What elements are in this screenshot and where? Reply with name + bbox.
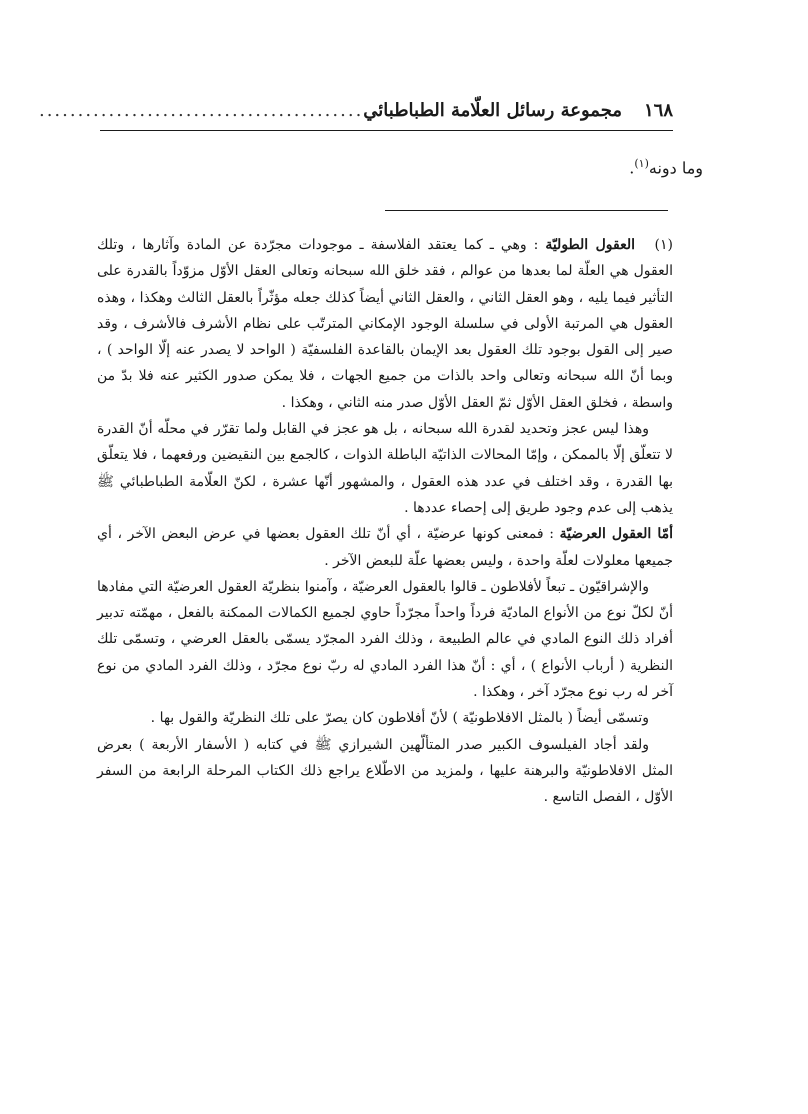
footnote-paragraph-5: وتسمّى أيضاً ( بالمثل الافلاطونيّة ) لأنّ أفلاطون كان يصرّ على تلك النظريّة والقول بها . <box>150 710 649 727</box>
footnote-text-3: : فمعنى كونها عرضيّة ، أي أنّ تلك العقول بعضها في عرض البعض الآخر ، أي جميعها معلولات لعلّة واحدة ، وليس بعضها علّة للبعض الآخر . <box>97 526 673 569</box>
footnote-paragraph-4: والإشراقيّون ـ تبعاً لأفلاطون ـ قالوا بالعقول العرضيّة ، وآمنوا بنظريّة العقول العرضيّة التي مفادها أنّ لكلّ نوع من الأنواع الماديّة فرداً واحداً مجرّداً حاوي لجميع الكمالات الممكنة بالفعل ، مهمّته تدبير أفراد ذلك النوع المادي في عالم الطبيعة ، وذلك الفرد المجرّد يسمّى بالعقل العرضي ، وتسمّى تلك النظرية ( أرباب الأنواع ) ، أي : أنّ هذا الفرد المادي له ربّ نوع مجرّد ، وذلك الفرد المادي من نوع آخر له رب نوع مجرّد آخر ، وهكذا . <box>97 578 673 701</box>
footnote-paragraph-6: ولقد أجاد الفيلسوف الكبير صدر المتألّهين الشيرازي ﷺ في كتابه ( الأسفار الأربعة ) بعرض المثل الافلاطونيّة والبرهنة عليها ، ولمزيد من الاطّلاع يراجع ذلك الكتاب المرحلة الرابعة من السفر الأوّل ، الفصل التاسع . <box>97 736 673 806</box>
main-text-line: وما دونه <box>648 158 703 178</box>
header-rule <box>100 130 673 131</box>
header-leader-dots: .......................................... <box>38 99 364 121</box>
footnote-paragraph-1 <box>97 232 673 416</box>
page-header <box>38 95 673 125</box>
footnote-term-transverse-intellects: أمّا العقول العرضيّة <box>559 526 673 543</box>
footnote-reference: (١) <box>634 157 649 170</box>
page-number: ١٦٨ <box>643 99 673 121</box>
main-text-period: . <box>629 158 635 178</box>
footnote-term-longitudinal-intellects: العقول الطوليّة <box>545 237 635 253</box>
main-text <box>629 150 703 182</box>
footnote-separator <box>385 210 668 211</box>
footnote-paragraph-2: وهذا ليس عجز وتحديد لقدرة الله سبحانه ، بل هو عجز في القابل ولما تقرّر في محلّه أنّ القدرة لا تتعلّق إلّا بالممكن ، وإمّا المحالات الذاتيّة الباطلة الذوات ، كالجمع بين النقيضين ورفعهما ، فلا يتعلّق بها القدرة ، وقد اختلف في عدد هذه العقول ، والمشهور أنّها عشرة ، لكنّ العلّامة الطباطبائي ﷺ يذهب إلى عدم وجود طريق إلى إحصاء عددها . <box>97 421 673 516</box>
footnote-marker: (١) <box>654 237 673 253</box>
footnote-paragraph-3 <box>97 521 673 574</box>
footnote-text-1: : وهي ـ كما يعتقد الفلاسفة ـ موجودات مجرّدة عن المادة وآثارها ، وتلك العقول هي العلّة لما بعدها من عوالم ، فقد خلق الله سبحانه وتعالى العقل الأوّل مزوّداً بالقدرة على التأثير فيما يليه ، وهو العقل الثاني ، والعقل الثاني أيضاً كذلك جعله مؤثّراً بالعقل الثالث وهكذا ، وهذه العقول هي المرتبة الأولى في سلسلة الوجود الإمكاني المترتّب على نظام الأشرف فالأشرف ، وقد صير إلى القول بوجود تلك العقول بعد الإيمان بالقاعدة الفلسفيّة ( الواحد لا يصدر عنه إلّا الواحد ) ، وبما أنّ الله سبحانه وتعالى واحد بالذات من جميع الجهات ، فلا يمكن صدور الكثير عنه فلا بدّ من واسطة ، فخلق العقل الأوّل ثمّ العقل الأوّل صدر منه الثاني ، وهكذا . <box>97 237 673 411</box>
footnote-section <box>97 232 673 811</box>
book-title: مجموعة رسائل العلّامة الطباطبائي <box>363 99 622 121</box>
